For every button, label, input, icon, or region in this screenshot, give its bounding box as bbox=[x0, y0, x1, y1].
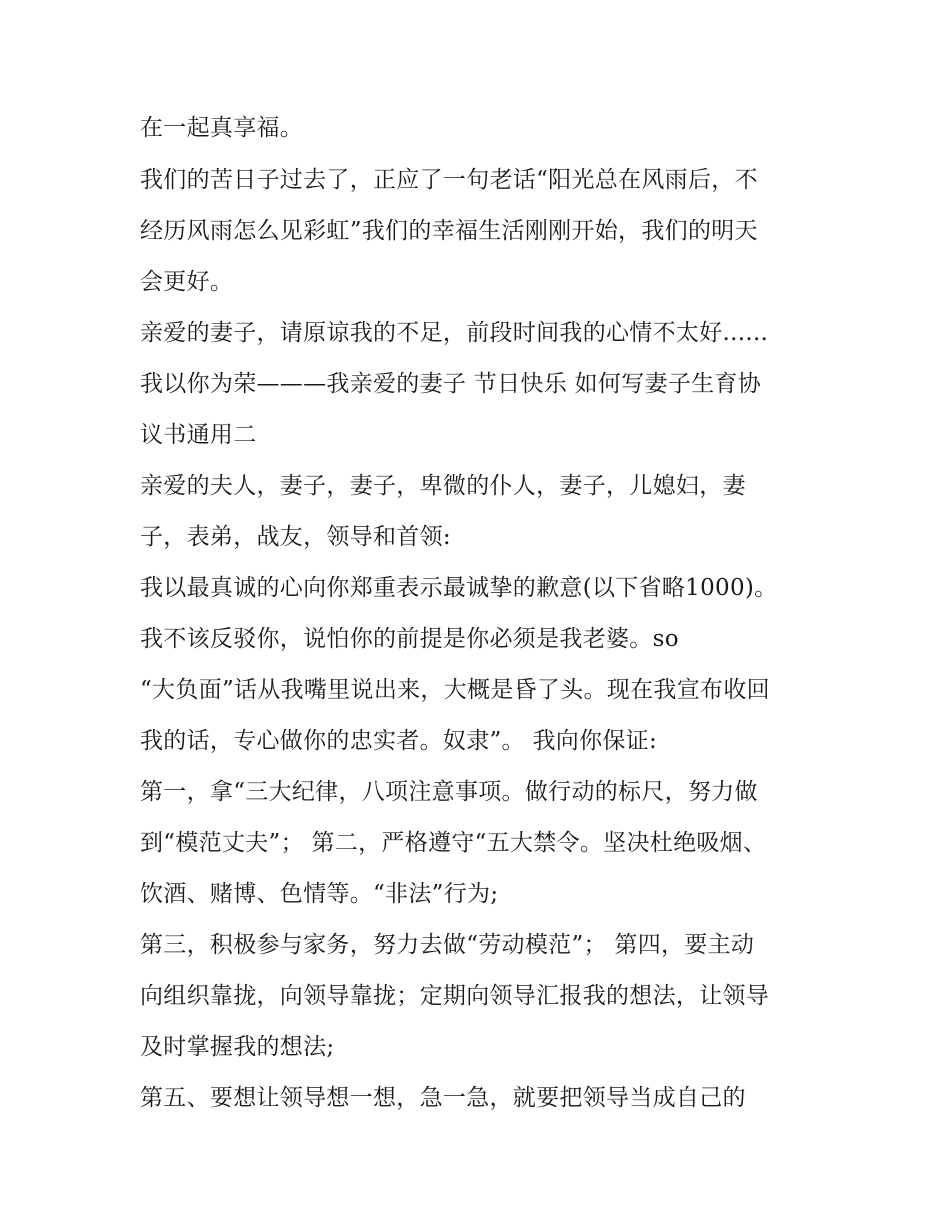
text-line: 亲爱的夫人，妻子，妻子，卑微的仆人，妻子，儿媳妇，妻 bbox=[140, 473, 746, 499]
text-line: 我以你为荣———我亲爱的妻子 节日快乐 如何写妻子生育协 bbox=[140, 371, 762, 397]
text-line: 第五、要想让领导想一想，急一急，就要把领导当成自己的 bbox=[140, 1085, 746, 1111]
text-line: 第三，积极参与家务，努力去做“劳动模范”； 第四，要主动 bbox=[140, 932, 755, 958]
text-line: 向组织靠拢，向领导靠拢；定期向领导汇报我的想法，让领导 bbox=[140, 983, 770, 1009]
text-line: 我不该反驳你，说怕你的前提是你必须是我老婆。so bbox=[140, 626, 679, 652]
text-line: 会更好。 bbox=[140, 269, 234, 295]
text-line: 经历风雨怎么见彩虹”我们的幸福生活刚刚开始，我们的明天 bbox=[140, 218, 758, 244]
text-line: 到“模范丈夫”； 第二，严格遵守“五大禁令。坚决杜绝吸烟、 bbox=[140, 830, 767, 856]
text-line: 我以最真诚的心向你郑重表示最诚挚的歉意(以下省略1000)。 bbox=[140, 575, 778, 601]
text-line: “大负面”话从我嘴里说出来，大概是昏了头。现在我宣布收回 bbox=[140, 677, 770, 703]
text-line: 子，表弟，战友，领导和首领: bbox=[140, 524, 451, 550]
text-line: 我的话，专心做你的忠实者。奴隶”。 我向你保证: bbox=[140, 728, 658, 754]
text-line: 在一起真享福。 bbox=[140, 115, 304, 141]
text-line: 及时掌握我的想法; bbox=[140, 1034, 335, 1060]
text-line: 亲爱的妻子，请原谅我的不足，前段时间我的心情不太好...... bbox=[140, 320, 769, 346]
text-line: 第一，拿“三大纪律，八项注意事项。做行动的标尺，努力做 bbox=[140, 779, 758, 805]
text-line: 议书通用二 bbox=[140, 422, 257, 448]
text-line: 饮酒、赌博、色情等。“非法”行为; bbox=[140, 881, 499, 907]
text-line: 我们的苦日子过去了，正应了一句老话“阳光总在风雨后，不 bbox=[140, 167, 758, 193]
